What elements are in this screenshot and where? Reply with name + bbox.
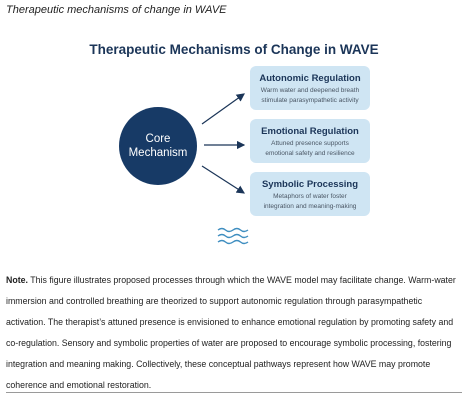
bottom-divider (6, 392, 462, 393)
box-desc-line2: emotional safety and resilience (265, 150, 355, 157)
box-desc-line1: Attuned presence supports (271, 140, 349, 147)
diagram-title: Therapeutic Mechanisms of Change in WAVE (89, 42, 379, 57)
box-title: Emotional Regulation (261, 126, 359, 137)
box-desc-line2: integration and meaning-making (263, 203, 357, 210)
box-title: Autonomic Regulation (259, 73, 361, 84)
water-waves-icon (216, 226, 250, 246)
box-desc-line1: Warm water and deepened breath (260, 87, 360, 94)
box-desc-line2: stimulate parasympathetic activity (261, 97, 359, 104)
arrow-symbolic (202, 166, 244, 193)
core-label-line1: Core (145, 133, 171, 145)
core-mechanism-node (119, 107, 197, 185)
box-autonomic-regulation (250, 66, 370, 110)
note-text: This figure illustrates proposed processes through which the WAVE model may facilitate change. Warm-water immersion and controlled breathing are theorized to support autonomic regulation through parasympathetic activation. The therapist’s attuned presence is envisioned to enhance emotional regulation by promoting safety and co-regulation. Sensory and symbolic properties of water are proposed to encourage symbolic processing, fostering integration and meaning making. Collectively, these conceptual pathways represent how WAVE may promote coherence and emotional restoration. (6, 275, 456, 390)
box-title: Symbolic Processing (261, 179, 359, 190)
box-desc-line1: Metaphors of water foster (273, 193, 347, 200)
figure-note (6, 270, 462, 396)
note-label: Note. (6, 275, 28, 285)
core-label-line2: Mechanism (128, 147, 188, 159)
figure-caption: Therapeutic mechanisms of change in WAVE (6, 4, 227, 16)
arrow-autonomic (202, 94, 244, 124)
box-emotional-regulation (250, 119, 370, 163)
box-symbolic-processing (250, 172, 370, 216)
